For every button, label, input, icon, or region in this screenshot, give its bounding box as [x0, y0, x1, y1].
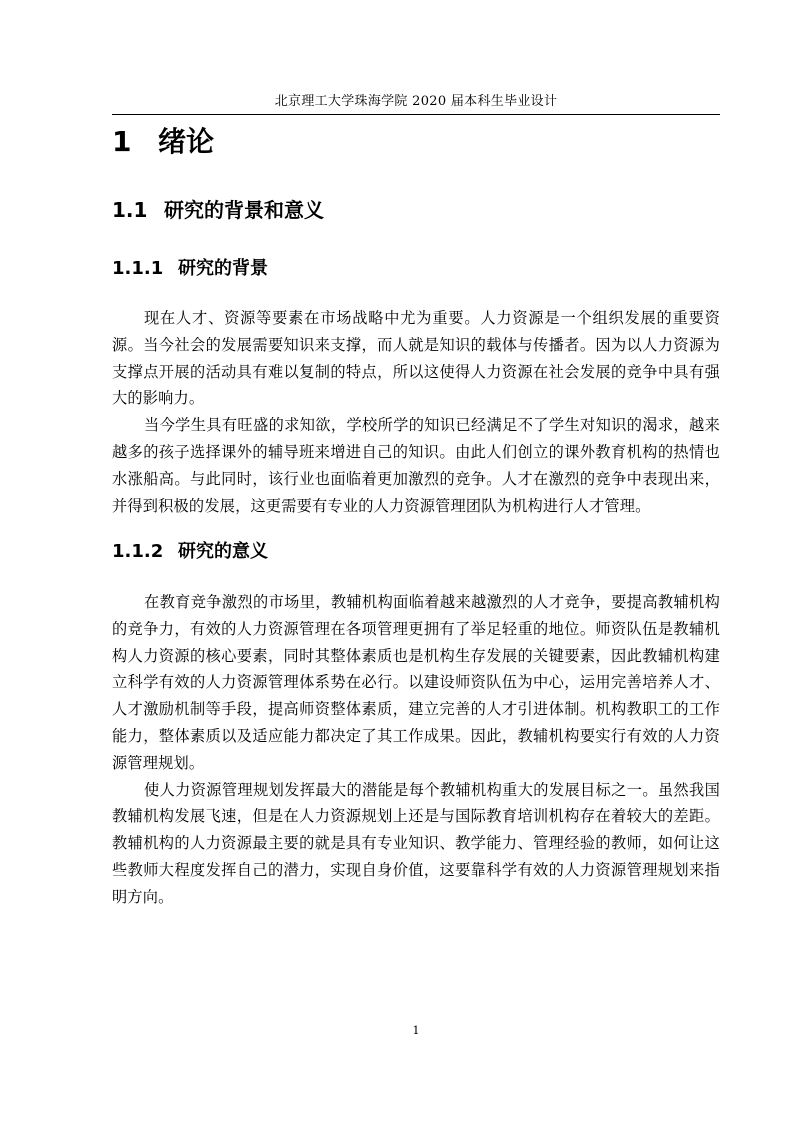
running-header: 北京理工大学珠海学院 2020 届本科生毕业设计	[274, 94, 558, 109]
paragraph: 在教育竞争激烈的市场里，教辅机构面临着越来越激烈的人才竞争，要提高教辅机构的竞争力，有效的人力资源管理在各项管理更拥有了举足轻重的地位。师资队伍是教辅机构人力资源的核心要素，同时其整体素质也是机构生存发展的关键要素，因此教辅机构建立科学有效的人力资源管理体系势在必行。以建设师资队伍为中心，运用完善培养人才、人才激励机制等手段，提高师资整体素质，建立完善的人才引进体制。机构教职工的工作能力，整体素质以及适应能力都决定了其工作成果。因此，教辅机构要实行有效的人力资源管理规划。	[112, 593, 720, 772]
section-title: 研究的背景和意义	[164, 198, 324, 222]
background-body	[112, 305, 720, 519]
paragraph: 现在人才、资源等要素在市场战略中尤为重要。人力资源是一个组织发展的重要资源。当今社会的发展需要知识来支撑，而人就是知识的载体与传播者。因为以人力资源为支撑点开展的活动具有难以复制的特点，所以这使得人力资源在社会发展的竞争中具有强大的影响力。	[112, 309, 720, 408]
header-rule	[112, 114, 720, 115]
subsection-number: 1.1.2	[112, 541, 164, 562]
significance-body	[112, 589, 720, 911]
chapter-number: 1	[112, 125, 132, 158]
chapter-title: 绪论	[158, 125, 215, 158]
subsection-heading-background	[112, 255, 268, 283]
chapter-heading	[112, 122, 214, 162]
section-heading	[112, 195, 324, 225]
paragraph: 当今学生具有旺盛的求知欲，学校所学的知识已经满足不了学生对知识的渴求，越来越多的孩子选择课外的辅导班来增进自己的知识。由此人们创立的课外教育机构的热情也水涨船高。与此同时，该行业也面临着更加激烈的竞争。人才在激烈的竞争中表现出来，并得到积极的发展，这更需要有专业的人力资源管理团队为机构进行人才管理。	[112, 416, 720, 515]
section-number: 1.1	[112, 198, 148, 222]
subsection-heading-significance	[112, 538, 268, 566]
page-number: 1	[412, 1024, 420, 1037]
subsection-number: 1.1.1	[112, 258, 164, 279]
paragraph: 使人力资源管理规划发挥最大的潜能是每个教辅机构重大的发展目标之一。虽然我国教辅机构发展飞速，但是在人力资源规划上还是与国际教育培训机构存在着较大的差距。教辅机构的人力资源最主要的就是具有专业知识、教学能力、管理经验的教师，如何让这些教师大程度发挥自己的潜力，实现自身价值，这要靠科学有效的人力资源管理规划来指明方向。	[112, 780, 720, 906]
subsection-title: 研究的意义	[178, 541, 268, 562]
subsection-title: 研究的背景	[178, 258, 268, 279]
